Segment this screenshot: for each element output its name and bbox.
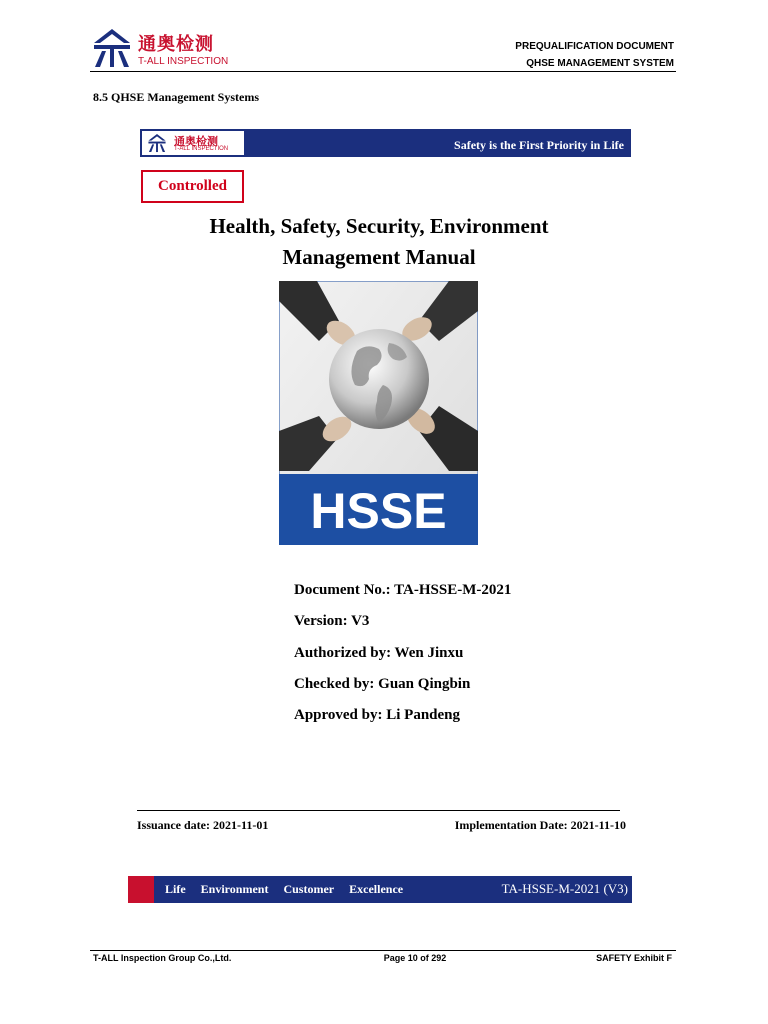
banner-logo	[142, 131, 244, 155]
value-item: Life	[165, 882, 186, 896]
footer-exhibit: SAFETY Exhibit F	[596, 953, 672, 963]
value-item: Customer	[283, 882, 335, 896]
hsse-label: HSSE	[310, 483, 447, 539]
manual-title-line1: Health, Safety, Security, Environment	[209, 214, 549, 238]
document-number: Document No.: TA-HSSE-M-2021	[294, 582, 512, 598]
implementation-date: Implementation Date: 2021-11-10	[454, 818, 626, 832]
controlled-stamp: Controlled	[141, 170, 244, 203]
issuance-date: Issuance date: 2021-11-01	[137, 818, 269, 832]
section-title: 8.5 QHSE Management Systems	[93, 90, 259, 104]
footer-page-number: Page 10 of 292	[383, 953, 447, 963]
banner-logo-icon	[145, 133, 169, 153]
header-divider	[90, 71, 676, 72]
manual-title-line2: Management Manual	[282, 245, 476, 269]
logo-english-name: T-ALL INSPECTION	[138, 56, 229, 67]
banner-logo-cn: 通奥检测	[174, 135, 218, 148]
value-item: Environment	[200, 882, 269, 896]
values-list	[165, 882, 413, 897]
hsse-cover-image	[279, 281, 478, 545]
authorized-by: Authorized by: Wen Jinxu	[294, 645, 464, 661]
value-item: Excellence	[349, 882, 404, 896]
banner-logo-en: T-ALL INSPECTION	[174, 146, 229, 152]
header-system: QHSE MANAGEMENT SYSTEM	[526, 58, 674, 69]
values-bar-accent	[128, 876, 154, 903]
logo-chinese-name: 通奥检测	[138, 34, 214, 55]
footer-company: T-ALL Inspection Group Co.,Ltd.	[93, 953, 232, 963]
version: Version: V3	[294, 613, 370, 629]
banner-slogan: Safety is the First Priority in Life	[454, 138, 624, 152]
header-doc-type: PREQUALIFICATION DOCUMENT	[515, 41, 674, 52]
values-bar-code: TA-HSSE-M-2021 (V3)	[501, 881, 628, 896]
footer-divider	[90, 950, 676, 951]
dates-divider	[137, 810, 620, 811]
checked-by: Checked by: Guan Qingbin	[294, 676, 471, 692]
company-logo-icon	[90, 27, 134, 69]
approved-by: Approved by: Li Pandeng	[294, 707, 461, 723]
